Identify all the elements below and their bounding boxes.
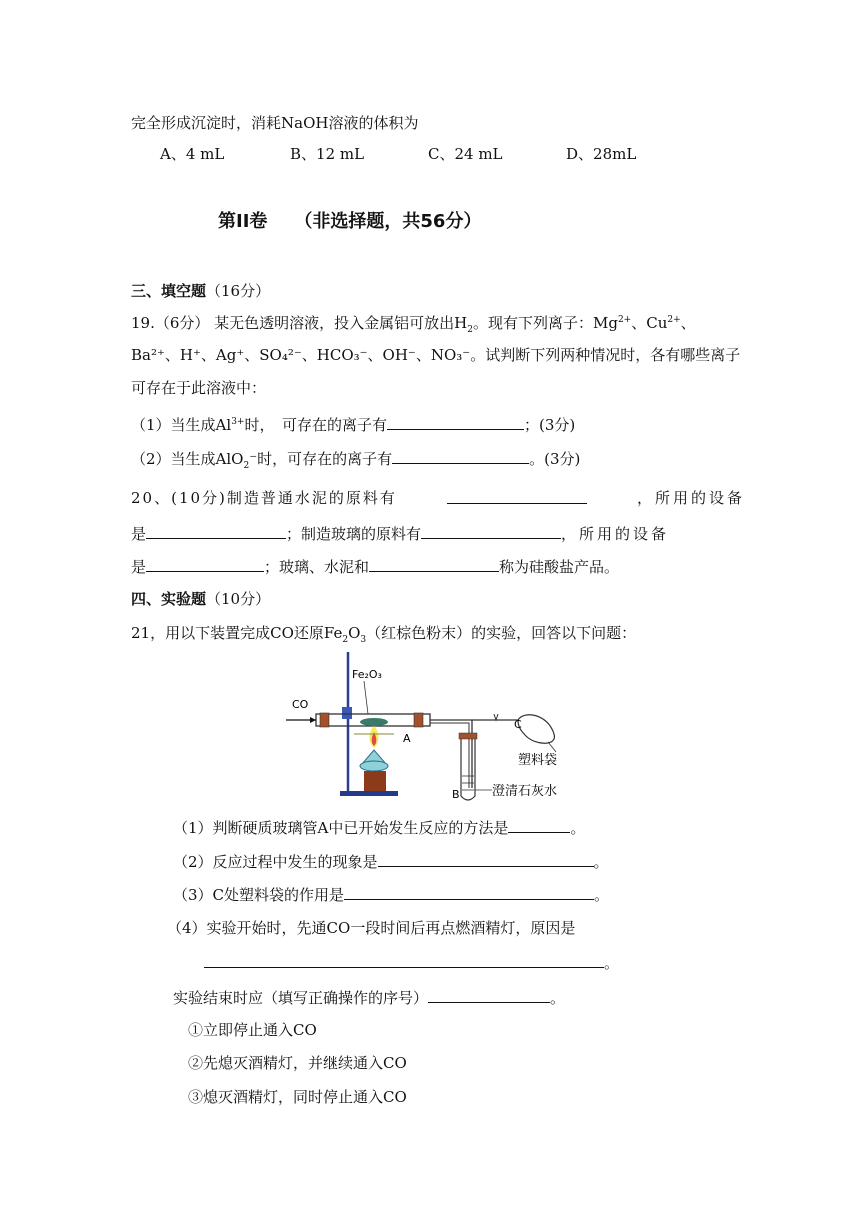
q20-l3-c: 称为硅酸盐产品。 bbox=[499, 558, 620, 576]
option-c: C、24 mL bbox=[428, 145, 503, 163]
alcohol-lamp bbox=[360, 761, 388, 771]
q19-line3: 可存在于此溶液中： bbox=[131, 379, 267, 397]
valve-c bbox=[494, 714, 498, 720]
section3-score: （16分） bbox=[206, 282, 271, 300]
outlet-pipe bbox=[430, 720, 472, 788]
option-d: D、28mL bbox=[566, 145, 637, 163]
q21-sub5-end: 。 bbox=[550, 989, 566, 1007]
q19-stem-a: 19.（6分） 某无色透明溶液，投入金属铝可放出H bbox=[131, 314, 468, 332]
q21-sub5 bbox=[173, 987, 565, 1008]
fe2o3-powder bbox=[360, 718, 388, 726]
q19-sub2-end: 。(3分) bbox=[529, 450, 581, 468]
label-a: A bbox=[403, 732, 411, 745]
q20-blank-silicate-product[interactable] bbox=[369, 556, 499, 572]
q19-answer-blank-2[interactable] bbox=[392, 448, 529, 464]
q21-sub1-end: 。 bbox=[570, 819, 586, 837]
alo2-subscript: 2 bbox=[243, 461, 250, 471]
right-stopper bbox=[414, 713, 423, 727]
choice-1: ①立即停止通入CO bbox=[188, 1021, 317, 1039]
q21-sub1 bbox=[173, 817, 585, 838]
q21-sub2-end: 。 bbox=[593, 853, 609, 871]
fe2o3-label: Fe₂O₃ bbox=[352, 668, 382, 681]
q20-blank-glass-materials[interactable] bbox=[421, 523, 561, 539]
q19-answer-blank-1[interactable] bbox=[387, 414, 524, 430]
q19-line2: Ba²⁺、H⁺、Ag⁺、SO₄²⁻、HCO₃⁻、OH⁻、NO₃⁻。试判断下列两种情况时，各有哪些离子 bbox=[131, 346, 741, 364]
q20-blank-cement-equipment[interactable] bbox=[146, 523, 286, 539]
h2-subscript: 2 bbox=[467, 325, 473, 335]
q19-line1 bbox=[131, 313, 696, 333]
q21-sub2-text: （2）反应过程中发生的现象是 bbox=[173, 853, 378, 871]
q20-l1-b: ，所用的设备 bbox=[636, 489, 745, 507]
cu-charge: 2+ bbox=[667, 315, 681, 325]
choice-2: ②先熄灭酒精灯，并继续通入CO bbox=[188, 1054, 407, 1072]
q20-l2-a: 是 bbox=[131, 525, 147, 543]
choice-3: ③熄灭酒精灯，同时停止通入CO bbox=[188, 1088, 407, 1106]
q20-l3-a: 是 bbox=[131, 558, 147, 576]
q21-stem-a: 21，用以下装置完成CO还原Fe bbox=[131, 624, 343, 642]
q19-sub1-a: （1）当生成Al bbox=[131, 416, 232, 434]
q21-sub3-text: （3）C处塑料袋的作用是 bbox=[173, 886, 345, 904]
label-b: B bbox=[452, 788, 460, 801]
q21-sub3 bbox=[173, 884, 609, 905]
q19-sub2-a: （2）当生成AlO bbox=[131, 450, 244, 468]
bag-label: 塑料袋 bbox=[518, 753, 558, 768]
q21-sub5-text: 实验结束时应（填写正确操作的序号） bbox=[173, 989, 429, 1007]
q21-blank-3[interactable] bbox=[344, 884, 594, 900]
q20-l1-a: 20、(10分)制造普通水泥的原料有 bbox=[131, 489, 397, 507]
q20-l3-b: ；玻璃、水泥和 bbox=[264, 558, 370, 576]
q19-sub1-b: 时， 可存在的离子有 bbox=[244, 416, 387, 434]
q19-sub1 bbox=[131, 414, 575, 435]
q20-blank-glass-equipment[interactable] bbox=[146, 556, 264, 572]
apparatus-diagram bbox=[286, 650, 582, 806]
al-charge: 3+ bbox=[231, 417, 245, 427]
q21-oxygen: O bbox=[348, 624, 361, 642]
q19-tail1: 、 bbox=[680, 314, 696, 332]
q20-l2-c: ，所用的设备 bbox=[561, 525, 670, 543]
q21-stem-b: （红棕色粉末）的实验，回答以下问题： bbox=[366, 624, 637, 642]
q21-sub1-text: （1）判断硬质玻璃管A中已开始发生反应的方法是 bbox=[173, 819, 509, 837]
q21-sub4: （4）实验开始时，先通CO一段时间后再点燃酒精灯，原因是 bbox=[167, 919, 576, 937]
q21-sub4-answer-line bbox=[204, 952, 619, 973]
label-c: C bbox=[514, 718, 522, 731]
option-b: B、12 mL bbox=[290, 145, 365, 163]
section4-heading bbox=[131, 589, 270, 609]
test-tube bbox=[461, 736, 475, 800]
o-subscript: 3 bbox=[360, 635, 367, 645]
q21-blank-4[interactable] bbox=[204, 952, 604, 968]
section3-heading bbox=[131, 281, 270, 301]
q21-stem bbox=[131, 623, 636, 643]
q19-sub1-end: ；(3分) bbox=[523, 416, 576, 434]
q20-line1 bbox=[131, 488, 745, 508]
clamp bbox=[342, 707, 352, 719]
section3-label: 三、填空题 bbox=[131, 282, 207, 300]
q21-blank-5[interactable] bbox=[428, 987, 550, 1003]
left-stopper bbox=[320, 713, 329, 727]
section-title: 第II卷 （非选择题，共56分） bbox=[218, 211, 482, 232]
q20-line2 bbox=[131, 523, 669, 544]
q19-sub2-b: ⁻时，可存在的离子有 bbox=[249, 450, 393, 468]
q19-stem-b: 。现有下列离子：Mg bbox=[472, 314, 618, 332]
q20-l2-b: ；制造玻璃的原料有 bbox=[286, 525, 422, 543]
q19-sub2 bbox=[131, 448, 580, 469]
section4-score: （10分） bbox=[206, 590, 271, 608]
q20-line3 bbox=[131, 556, 619, 577]
q21-blank-2[interactable] bbox=[378, 851, 594, 867]
fe-subscript: 2 bbox=[342, 635, 349, 645]
limewater-label: 澄清石灰水 bbox=[492, 784, 558, 799]
q21-blank-1[interactable] bbox=[508, 817, 570, 833]
intro-line: 完全形成沉淀时，消耗NaOH溶液的体积为 bbox=[131, 114, 419, 132]
plastic-bag bbox=[518, 715, 554, 744]
co-label: CO bbox=[292, 698, 309, 711]
mg-charge: 2+ bbox=[617, 315, 632, 325]
q21-sub4-end: 。 bbox=[604, 954, 620, 972]
wooden-block bbox=[364, 771, 386, 791]
section4-label: 四、实验题 bbox=[131, 590, 207, 608]
stand-base bbox=[340, 791, 398, 796]
option-a: A、4 mL bbox=[160, 145, 225, 163]
q20-blank-cement-materials[interactable] bbox=[447, 488, 587, 504]
q21-sub2 bbox=[173, 851, 609, 872]
q19-sep1: 、Cu bbox=[631, 314, 668, 332]
q21-sub3-end: 。 bbox=[594, 886, 610, 904]
